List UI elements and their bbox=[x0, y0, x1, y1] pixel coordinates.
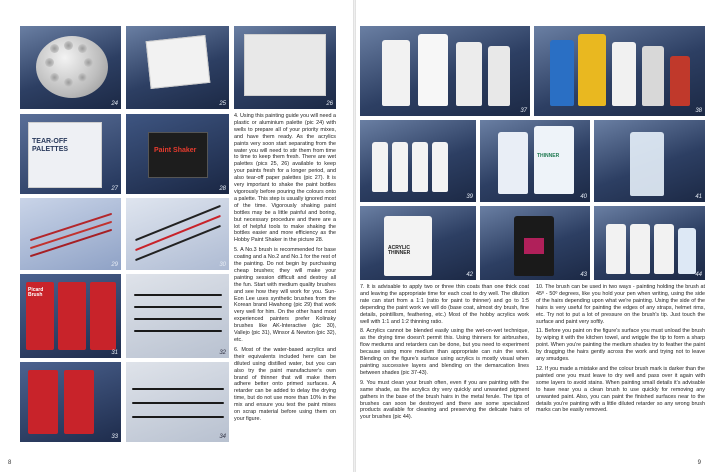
paragraph-11: 11. Before you paint on the figure's surface you must unload the brush by wiping it with the kitchen towel, and wriggle the tip to form a sharp point. When you're painting the medium shades try to feather the paint by dragging the hairs gently across the work and trying not to leave any smudges. bbox=[536, 328, 705, 363]
photo-number: 24 bbox=[111, 101, 118, 107]
left-text-column bbox=[234, 113, 336, 426]
tearoff-pad bbox=[28, 122, 102, 188]
right-text-column-2 bbox=[536, 284, 705, 417]
photo-number: 26 bbox=[326, 101, 333, 107]
paragraph-10: 10. The brush can be used in two ways - painting holding the brush at 45º - 50º degrees, like you hold your pen when writing, using the side of the hairs depending upon what we're painting. Using the side of the hairs is very useful for painting the edges of any straps, helmet rims, etc. Try not to put a lot of pressure on the brush's tip. Just touch the surface and paint very softly. bbox=[536, 284, 705, 325]
thinner-label: ACRYLIC THINNER bbox=[388, 245, 411, 256]
photo-number: 41 bbox=[695, 194, 702, 200]
photo-number: 42 bbox=[466, 272, 473, 278]
photo-number: 28 bbox=[219, 186, 226, 192]
photo-25 bbox=[126, 26, 229, 109]
paint-shaker-box bbox=[148, 132, 208, 178]
photo-33 bbox=[20, 362, 121, 442]
photo-number: 39 bbox=[466, 194, 473, 200]
picard-label: Picard Brush bbox=[28, 287, 44, 298]
photo-number: 43 bbox=[580, 272, 587, 278]
photo-44 bbox=[594, 206, 705, 280]
photo-24 bbox=[20, 26, 121, 109]
photo-27 bbox=[20, 114, 121, 194]
photo-number: 31 bbox=[111, 350, 118, 356]
shaker-label: Paint Shaker bbox=[154, 147, 197, 154]
page-number-right: 9 bbox=[697, 460, 701, 466]
photo-number: 33 bbox=[111, 434, 118, 440]
photo-40 bbox=[480, 120, 590, 202]
photo-38 bbox=[534, 26, 705, 116]
photo-number: 34 bbox=[219, 434, 226, 440]
wet-palette-box bbox=[146, 35, 211, 89]
photo-number: 25 bbox=[219, 101, 226, 107]
photo-26 bbox=[234, 26, 336, 109]
right-page bbox=[356, 0, 709, 472]
paragraph-8: 8. Acrylics cannot be blended easily using the wet-on-wet technique, as the drying time doesn't permit this. Using thinners for airbrushes, flow mediums and retarders can be done, but you need to experiment because using more medium than appropriate can ruin the work. Blending on the figure's surface using acrylics is mostly visual when painting successive layers and blending on the demarcation lines between shades (pic 37-43). bbox=[360, 328, 529, 376]
photo-31 bbox=[20, 274, 121, 358]
paragraph-6: 6. Most of the water-based acrylics and their equivalents included here can be diluted using distilled water, but you can also try the paint manufacturer's own brand of thinner that will make them adhere better onto primed surfaces. A retarder can be added to delay the drying time, but do not use more than 10% in the mix and ensure you test the paint mixes on scrap material before using them on your figure. bbox=[234, 346, 336, 422]
photo-number: 32 bbox=[219, 350, 226, 356]
photo-number: 27 bbox=[111, 186, 118, 192]
cleaner-label: THINNER bbox=[537, 153, 560, 159]
photo-number: 38 bbox=[695, 108, 702, 114]
photo-32 bbox=[126, 274, 229, 358]
photo-28 bbox=[126, 114, 229, 194]
photo-41 bbox=[594, 120, 705, 202]
photo-number: 40 bbox=[580, 194, 587, 200]
photo-34 bbox=[126, 362, 229, 442]
paragraph-12: 12. If you made a mistake and the colour brush mark is darker than the painted one you must leave to dry well and pass over it again with some layers to avoid stains. When painting small details it's advisable to have near you a clean brush to use quickly for removing any unwanted paint. Also, you can paint the finished surfaces near to the details you're painting with a little diluted retarder so any wrong brush marks can be easily removed. bbox=[536, 365, 705, 414]
tearoff-title: TEAR-OFF PALETTES bbox=[32, 138, 69, 153]
photo-43 bbox=[480, 206, 590, 280]
photo-30 bbox=[126, 198, 229, 270]
photo-number: 30 bbox=[219, 262, 226, 268]
page-number-left: 8 bbox=[8, 460, 12, 466]
right-text-column-1 bbox=[360, 284, 529, 424]
photo-42 bbox=[360, 206, 476, 280]
photo-number: 44 bbox=[695, 272, 702, 278]
photo-number: 29 bbox=[111, 262, 118, 268]
paragraph-7: 7. It is advisable to apply two or three thin coats than one thick coat and leaving the appropriate time for each coat to dry well. The dilution rate can start from a 1:1 (ratio for paint to thinner) and go to 1:5 depending the paint work we will do (base coat, almost dry brush, fine details, pointillism, feathering, etc.) Most of the hobby acrylics work well with 1:1 and 1:2 thinning ratio. bbox=[360, 284, 529, 325]
photo-39 bbox=[360, 120, 476, 202]
wet-palette-sheet bbox=[244, 34, 326, 96]
photo-37 bbox=[360, 26, 530, 116]
left-page bbox=[0, 0, 353, 472]
paragraph-9: 9. You must clean your brush often, even if you are painting with the same shade, as the acrylics dry very quickly and unwanted pigment gathers in the base of the brush hairs in the metal ferule. The tips of brushes can soon be destroyed and there are some specialized products available for cleaning and preserving the delicate hairs of your brushes (pic 44). bbox=[360, 379, 529, 421]
photo-29 bbox=[20, 198, 121, 270]
paragraph-4: 4. Using this painting guide you will need a plastic or aluminium palette (pic 24) with wells to prepare all of your priority mixes, and have them ready. As the acrylics paints very soon start separating from the water you will need to stir them from time to time to keep them fresh. There are wet palettes (pics 25, 26) available to keep your paints fresh for a longer period, and also tear-off paper palettes (pic 27). It is very important to shake the paint bottles vigorously before pouring the colours onto a palette. This step is usually ignored most of the time. Vigorously shaking paint bottles may be a little painful and boring, but necessary procedure and there are a lot of helpful tools to make shaking the bottles easier and more efficiency as the Hobby Paint Shaker in the picture 28. bbox=[234, 113, 336, 244]
paragraph-5: 5. A No.3 brush is recommended for base coating and a No.2 and No.1 for the rest of the painting. Do not begin by purchasing cheap brushes; they will make your painting session difficult and destroy all the fun. Start with medium quality brushes and see how they will work for you. Sun-Eon Lee uses synthetic brushes from the Korean brand Hwahong (pic 29) that work very well for him. On the other hand most experienced painters prefer Kolinsky brushes like AK-Interactive (pic 30), Vallejo (pic 31), Winsor & Newton (pic 32), etc. bbox=[234, 247, 336, 343]
photo-number: 37 bbox=[520, 108, 527, 114]
